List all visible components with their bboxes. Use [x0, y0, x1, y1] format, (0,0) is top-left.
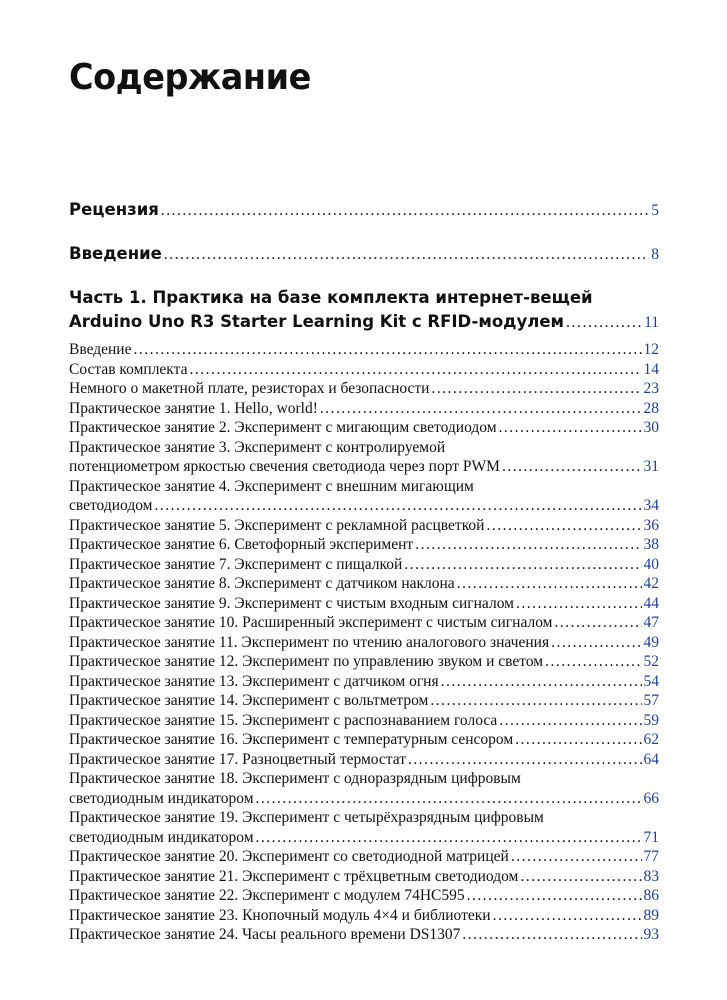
dot-leader	[520, 867, 641, 887]
dot-leader	[566, 311, 642, 335]
toc-page-number[interactable]: 34	[643, 497, 659, 514]
toc-entry-label-line: Практическое занятие 3. Эксперимент с контролируемой	[69, 438, 446, 456]
toc-entry-label: Практическое занятие 5. Эксперимент с рекламной расцветкой	[69, 516, 485, 534]
toc-page-number[interactable]: 54	[643, 672, 659, 690]
dot-leader	[499, 711, 641, 731]
toc-entry-label: Практическое занятие 9. Эксперимент с чистым входным сигналом	[69, 594, 514, 612]
toc-page-number[interactable]: 83	[643, 867, 659, 885]
dot-leader	[516, 594, 642, 614]
toc-page-number[interactable]: 5	[651, 202, 659, 219]
toc-entry[interactable]	[69, 652, 659, 672]
toc-page-number[interactable]: 38	[643, 536, 659, 553]
dot-leader	[256, 828, 642, 848]
toc-entry-label: Состав комплекта	[69, 360, 188, 378]
toc-entry[interactable]	[69, 691, 659, 711]
dot-leader	[408, 750, 641, 770]
toc-entry[interactable]	[69, 769, 659, 808]
toc-entry[interactable]	[69, 555, 659, 575]
toc-entry[interactable]	[69, 886, 659, 906]
part-title-line: Arduino Uno R3 Starter Learning Kit с RFID-модулем	[69, 312, 565, 331]
toc-entry-label: Практическое занятие 6. Светофорный эксперимент	[69, 536, 414, 553]
dot-leader	[551, 633, 641, 653]
toc-entry-label: Практическое занятие 11. Эксперимент по чтению аналогового значения	[69, 633, 550, 651]
dot-leader	[511, 847, 642, 867]
toc-entry[interactable]	[69, 340, 659, 360]
toc-page-number[interactable]: 23	[643, 380, 659, 397]
dot-leader	[320, 399, 642, 419]
toc-page-number[interactable]: 36	[643, 516, 659, 534]
toc-page-number[interactable]: 66	[643, 789, 659, 807]
toc-entry-label: Практическое занятие 2. Эксперимент с мигающим светодиодом	[69, 419, 497, 436]
toc-part-heading[interactable]	[69, 286, 659, 335]
dot-leader	[486, 516, 641, 536]
dot-leader	[499, 418, 642, 438]
toc-entry[interactable]	[69, 516, 659, 536]
toc-page-number[interactable]: 14	[643, 360, 659, 378]
toc-entry[interactable]	[69, 711, 659, 731]
toc-page-number[interactable]: 57	[643, 692, 659, 709]
dot-leader	[430, 691, 641, 711]
toc-entry-label: Рецензия	[69, 200, 159, 219]
dot-leader	[493, 906, 642, 926]
dot-leader	[441, 672, 642, 692]
dot-leader	[467, 886, 642, 906]
dot-leader	[515, 730, 641, 750]
toc-entry-label: потенциометром яркостью свечения светодиода через порт PWM	[69, 458, 500, 475]
toc-entry-label-line: Практическое занятие 19. Эксперимент с четырёхразрядным цифровым	[69, 809, 544, 826]
page-title: Содержание	[69, 57, 311, 98]
toc-entry-label-line: Практическое занятие 4. Эксперимент с внешним мигающим	[69, 477, 474, 495]
toc-entry[interactable]	[69, 438, 659, 477]
dot-leader	[155, 496, 642, 516]
toc-entry-label: светодиодным индикатором	[69, 789, 254, 807]
toc-page-number[interactable]: 71	[643, 828, 659, 846]
toc-entry-introduction[interactable]	[69, 244, 659, 265]
toc-entry-label: Практическое занятие 23. Кнопочный модуль 4×4 и библиотеки	[69, 906, 491, 924]
toc-entry[interactable]	[69, 847, 659, 867]
toc-entry[interactable]	[69, 925, 659, 945]
part-title-line: Часть 1. Практика на базе комплекта интернет-вещей	[69, 288, 593, 307]
toc-entry[interactable]	[69, 399, 659, 419]
toc-page-number[interactable]: 47	[643, 614, 659, 631]
toc-entry-label: Введение	[69, 341, 132, 358]
toc-entry[interactable]	[69, 477, 659, 516]
toc-entry-label: Практическое занятие 16. Эксперимент с температурным сенсором	[69, 731, 514, 748]
toc-page-number[interactable]: 77	[643, 848, 659, 865]
toc-page-number[interactable]: 28	[643, 399, 659, 417]
dot-leader	[415, 535, 641, 555]
toc-page-number[interactable]: 93	[643, 926, 659, 943]
toc-entry-label: Практическое занятие 15. Эксперимент с распознаванием голоса	[69, 711, 498, 729]
dot-leader	[431, 379, 641, 399]
toc-entry-label: Практическое занятие 20. Эксперимент со светодиодной матрицей	[69, 848, 509, 865]
toc-entry[interactable]	[69, 418, 659, 438]
toc-page-number[interactable]: 64	[643, 750, 659, 768]
toc-entry-label: Практическое занятие 17. Разноцветный термостат	[69, 750, 407, 768]
dot-leader	[502, 457, 642, 477]
toc-page-number[interactable]: 62	[643, 731, 659, 748]
toc-entry-label: Практическое занятие 14. Эксперимент с вольтметром	[69, 692, 429, 709]
dot-leader	[189, 360, 641, 380]
toc-page-number[interactable]: 11	[644, 314, 659, 331]
toc-page-number[interactable]: 52	[643, 653, 659, 670]
dot-leader	[164, 245, 649, 265]
toc-page-number[interactable]: 42	[643, 575, 659, 592]
toc-entry[interactable]	[69, 535, 659, 555]
dot-leader	[457, 574, 642, 594]
dot-leader	[133, 340, 641, 360]
toc-entry[interactable]	[69, 613, 659, 633]
toc-entry[interactable]	[69, 574, 659, 594]
toc-entry[interactable]	[69, 672, 659, 692]
toc-page-number[interactable]: 30	[643, 419, 659, 436]
toc-entry-label: светодиодным индикатором	[69, 828, 254, 846]
dot-leader	[554, 613, 641, 633]
toc-entry-label: Введение	[69, 244, 162, 263]
toc-entry[interactable]	[69, 594, 659, 614]
toc-page-number[interactable]: 31	[643, 458, 659, 475]
toc-page-number[interactable]: 40	[643, 555, 659, 573]
toc-entry[interactable]	[69, 633, 659, 653]
toc-entry-label: Практическое занятие 7. Эксперимент с пищалкой	[69, 555, 403, 573]
dot-leader	[256, 789, 642, 809]
toc-entry-label: Немного о макетной плате, резисторах и безопасности	[69, 380, 430, 397]
toc-entry[interactable]	[69, 867, 659, 887]
toc-entry-label: Практическое занятие 1. Hello, world!	[69, 399, 318, 417]
dot-leader	[404, 555, 641, 575]
toc-entry[interactable]	[69, 730, 659, 750]
toc-entry-label: Практическое занятие 10. Расширенный эксперимент с чистым сигналом	[69, 614, 553, 631]
toc-entry[interactable]	[69, 360, 659, 380]
toc-page-number[interactable]: 86	[643, 887, 659, 904]
toc-entry-list	[69, 340, 659, 945]
dot-leader	[161, 201, 649, 221]
toc-entry-label: Практическое занятие 12. Эксперимент по управлению звуком и светом	[69, 653, 544, 670]
toc-page-number[interactable]: 59	[643, 711, 659, 729]
toc-entry-label: Практическое занятие 22. Эксперимент с модулем 74HC595	[69, 887, 465, 904]
toc-entry-label: Практическое занятие 13. Эксперимент с датчиком огня	[69, 672, 439, 690]
toc-page-number[interactable]: 44	[643, 594, 659, 612]
toc-entry-label: Практическое занятие 21. Эксперимент с трёхцветным светодиодом	[69, 867, 519, 885]
dot-leader	[545, 652, 641, 672]
toc-entry-label-line: Практическое занятие 18. Эксперимент с одноразрядным цифровым	[69, 770, 521, 787]
toc-entry[interactable]	[69, 808, 659, 847]
toc-entry[interactable]	[69, 750, 659, 770]
toc-entry[interactable]	[69, 379, 659, 399]
toc-entry-label: Практическое занятие 24. Часы реального времени DS1307	[69, 926, 461, 943]
toc-entry-review[interactable]	[69, 200, 659, 221]
toc-page-number[interactable]: 12	[643, 341, 659, 358]
toc-page-number[interactable]: 89	[643, 906, 659, 924]
toc-entry-label: Практическое занятие 8. Эксперимент с датчиком наклона	[69, 575, 455, 592]
dot-leader	[462, 925, 641, 945]
toc-entry-label: светодиодом	[69, 497, 153, 514]
toc-page-number[interactable]: 49	[643, 633, 659, 651]
toc-page-number[interactable]: 8	[651, 246, 659, 263]
toc-entry[interactable]	[69, 906, 659, 926]
